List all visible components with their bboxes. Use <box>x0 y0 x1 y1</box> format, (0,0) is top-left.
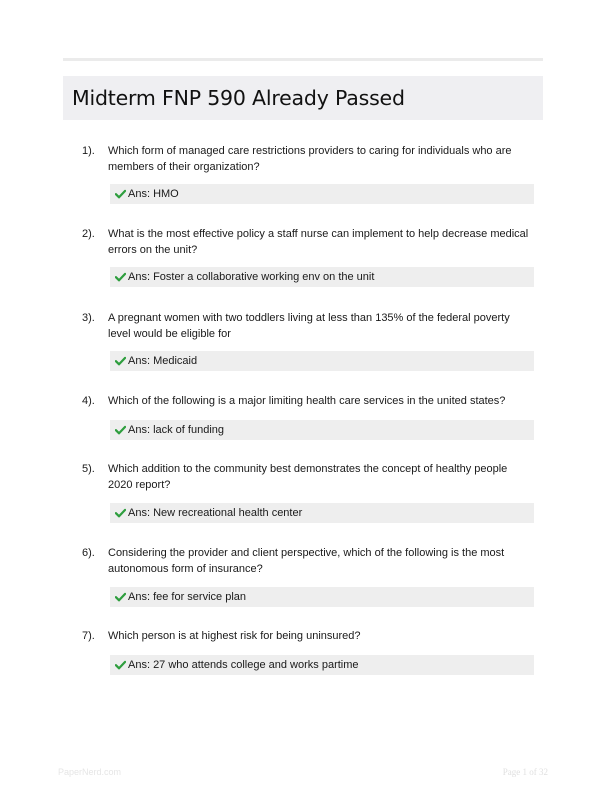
question-text: Which form of managed care restrictions providers to caring for individuals who are members of their organization? <box>108 145 512 173</box>
check-icon <box>115 356 126 366</box>
answer-box <box>110 420 534 440</box>
answer-box <box>110 587 534 607</box>
title-banner <box>63 76 543 120</box>
question-text: What is the most effective policy a staff nurse can implement to help decrease medical errors on the unit? <box>108 228 529 256</box>
question-text: Which of the following is a major limiting health care services in the united states? <box>108 395 506 407</box>
question-number: 1). <box>82 145 95 157</box>
check-icon <box>115 189 126 199</box>
answer-box <box>110 655 534 675</box>
question-number: 5). <box>82 463 95 475</box>
check-icon <box>115 592 126 602</box>
question-number: 6). <box>82 547 95 559</box>
answer-text: Ans: lack of funding <box>128 424 225 436</box>
answer-box <box>110 184 534 204</box>
answer-text: Ans: fee for service plan <box>128 591 247 603</box>
question-number: 4). <box>82 395 95 407</box>
check-icon <box>115 272 126 282</box>
check-icon <box>115 425 126 435</box>
check-icon <box>115 508 126 518</box>
question-text: Which addition to the community best demonstrates the concept of healthy people 2020 report? <box>108 463 508 491</box>
question-text: Considering the provider and client perspective, which of the following is the most autonomous form of insurance? <box>108 547 505 575</box>
answer-text: Ans: HMO <box>128 188 179 200</box>
answer-box <box>110 267 534 287</box>
check-icon <box>115 660 126 670</box>
question-text: A pregnant women with two toddlers living at less than 135% of the federal poverty level would be eligible for <box>108 312 510 340</box>
answer-box <box>110 503 534 523</box>
question-number: 2). <box>82 228 95 240</box>
top-divider <box>63 58 543 61</box>
answer-text: Ans: 27 who attends college and works partime <box>128 659 359 671</box>
page-title: Midterm FNP 590 Already Passed <box>72 86 405 110</box>
footer-watermark: PaperNerd.com <box>58 767 122 777</box>
page-number: Page 1 of 32 <box>502 767 548 777</box>
answer-text: Ans: Medicaid <box>128 355 198 367</box>
question-text: Which person is at highest risk for being uninsured? <box>108 630 361 642</box>
question-number: 3). <box>82 312 95 324</box>
answer-box <box>110 351 534 371</box>
answer-text: Ans: New recreational health center <box>128 507 303 519</box>
answer-text: Ans: Foster a collaborative working env on the unit <box>128 271 375 283</box>
question-number: 7). <box>82 630 95 642</box>
